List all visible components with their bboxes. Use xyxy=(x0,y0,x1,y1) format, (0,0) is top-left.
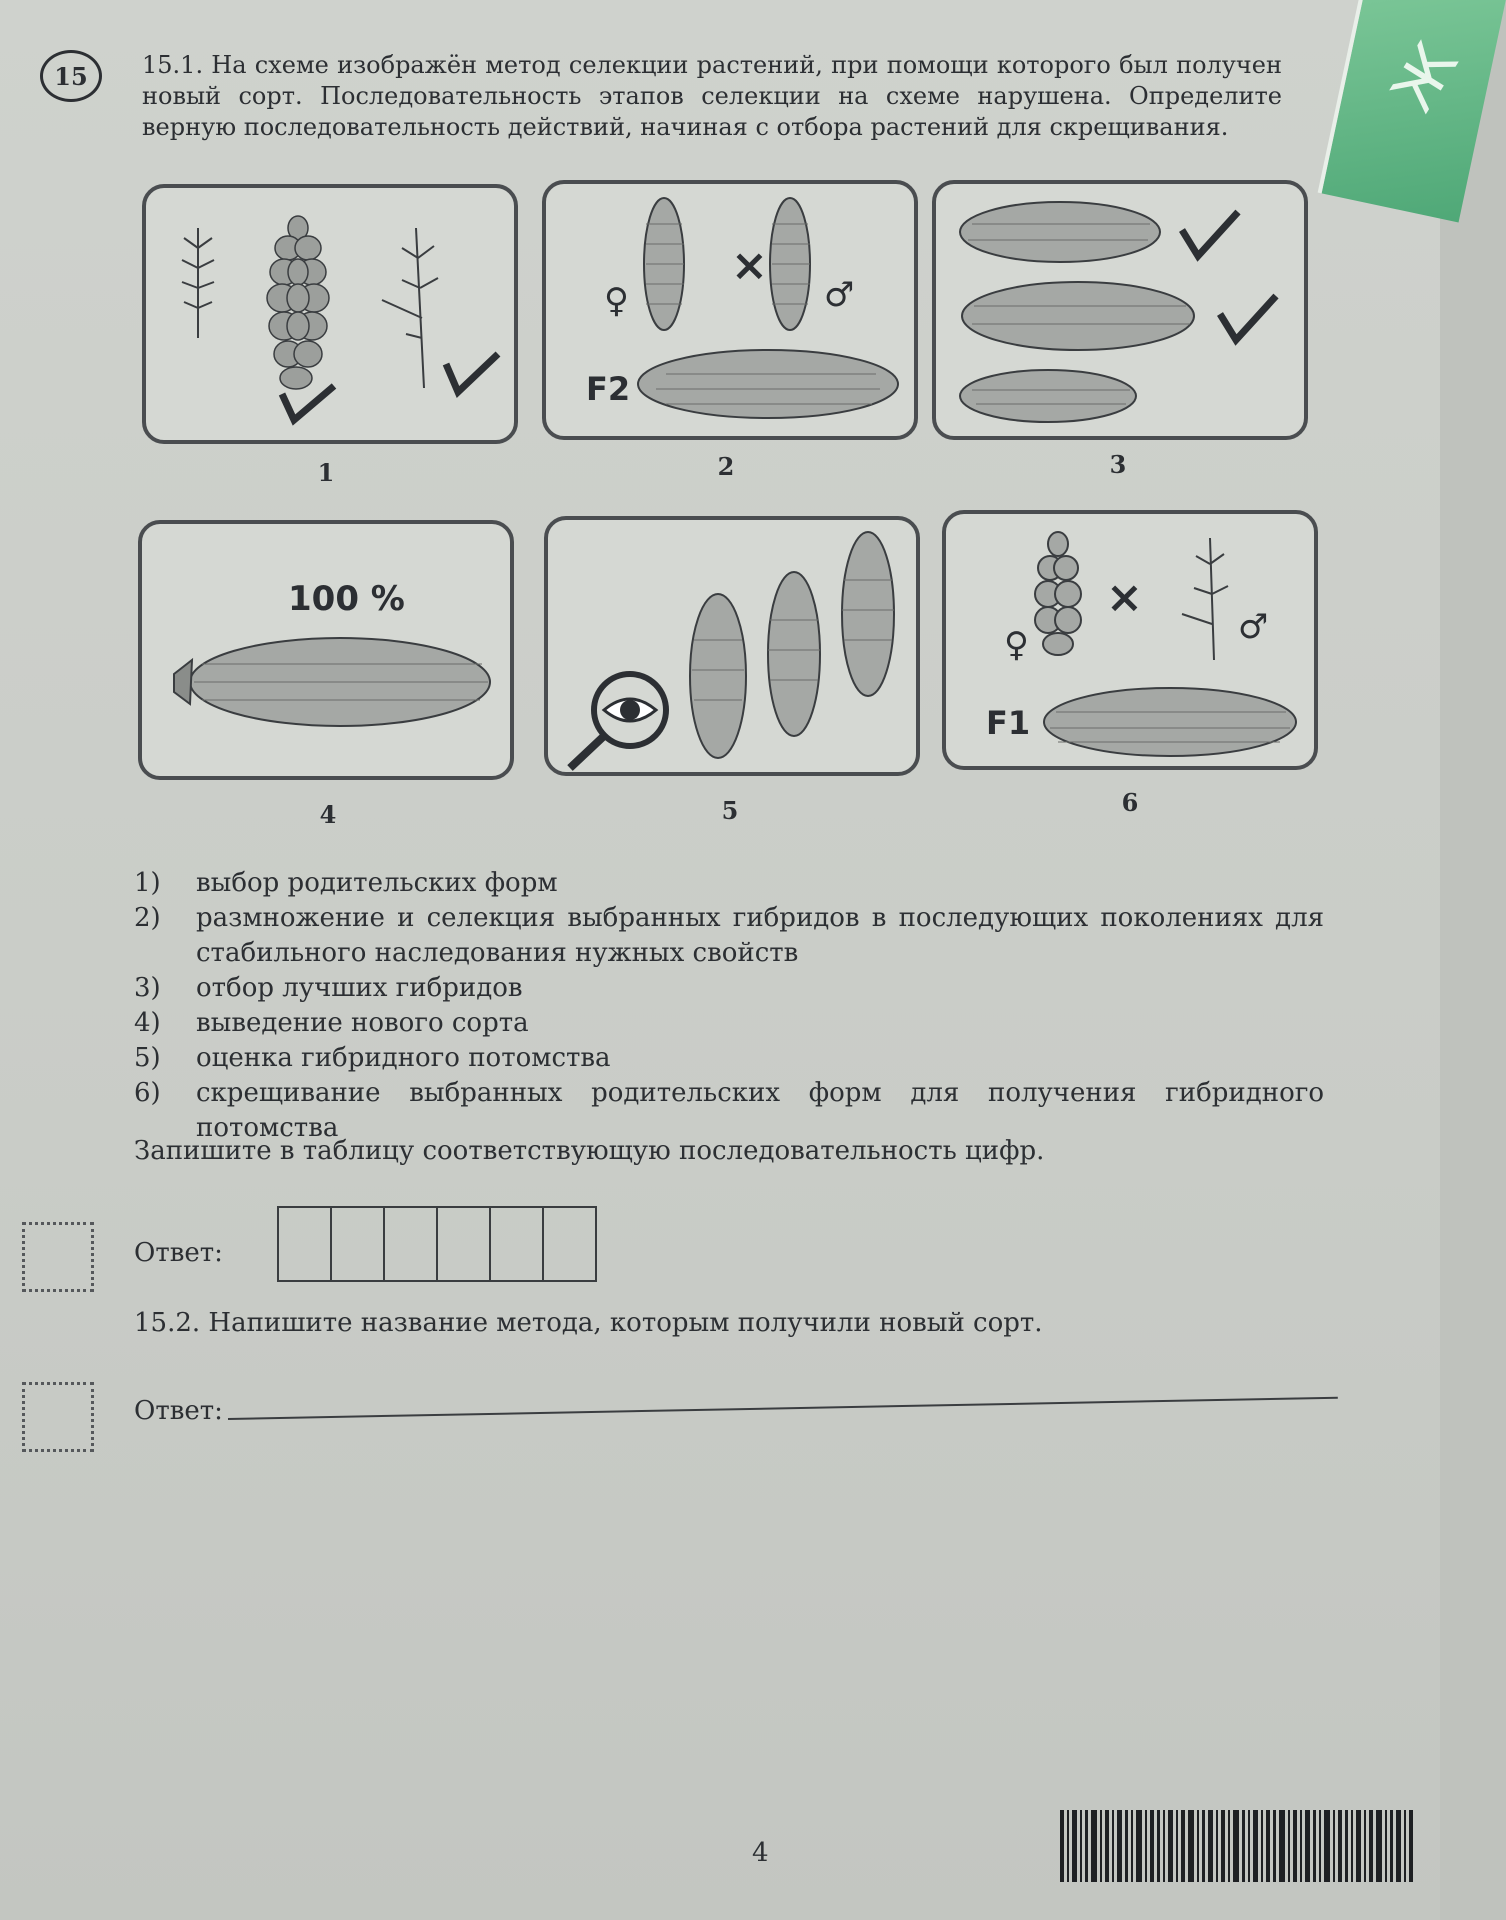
option-item: 2) размножение и селекция выбранных гибридов в последующих поколениях для стабильного наследования нужных свойств xyxy=(134,903,1324,968)
green-notebook-corner xyxy=(1318,0,1506,222)
option-item: 1) выбор родительских форм xyxy=(134,868,558,898)
answer-label-15-2: Ответ: xyxy=(134,1396,223,1426)
answer-cell[interactable] xyxy=(279,1208,332,1280)
options-list xyxy=(134,866,1324,1146)
male-symbol: ♂ xyxy=(824,275,855,315)
score-box-15-2 xyxy=(22,1382,94,1452)
question-number-badge: 15 xyxy=(40,50,102,102)
figure-6-card xyxy=(942,510,1318,770)
figure-1-card xyxy=(142,184,518,444)
question-15-2: 15.2. Напишите название метода, которым получили новый сорт. xyxy=(134,1308,1043,1338)
question-intro: 15.1. На схеме изображён метод селекции растений, при помощи которого был получен новый сорт. Последовательность этапов селекции на схеме нарушена. Определите верную последовательность действий, начиная с отбора растений для скрещивания. xyxy=(142,51,1282,141)
offspring-evaluation-illustration xyxy=(548,520,916,772)
cross-symbol: × xyxy=(731,240,768,291)
cross-symbol: × xyxy=(1106,572,1143,623)
answer-line-15-2[interactable] xyxy=(228,1397,1338,1420)
answer-cell[interactable] xyxy=(544,1208,595,1280)
check-icon xyxy=(1220,296,1276,340)
check-icon xyxy=(1182,212,1238,256)
female-symbol: ♀ xyxy=(1004,625,1029,665)
answer-cell[interactable] xyxy=(438,1208,491,1280)
option-item: 3) отбор лучших гибридов xyxy=(134,973,523,1003)
figure-2-card xyxy=(542,180,918,440)
answer-cell[interactable] xyxy=(332,1208,385,1280)
figure-4-card xyxy=(138,520,514,780)
male-symbol: ♂ xyxy=(1238,607,1269,647)
figure-5-number: 5 xyxy=(721,796,739,825)
answer-cell[interactable] xyxy=(385,1208,438,1280)
magnifier-eye-icon xyxy=(570,674,666,768)
score-box-15-1 xyxy=(22,1222,94,1292)
figure-3-card xyxy=(932,180,1308,440)
figure-2-number: 2 xyxy=(717,452,735,481)
instruction-text: Запишите в таблицу соответствующую последовательность цифр. xyxy=(134,1136,1045,1166)
option-item: 4) выведение нового сорта xyxy=(134,1008,529,1038)
option-item: 6) скрещивание выбранных родительских форм для получения гибридного потомства xyxy=(134,1078,1324,1143)
f1-label: F1 xyxy=(986,704,1031,742)
new-variety-illustration xyxy=(142,524,510,776)
female-symbol: ♀ xyxy=(604,281,629,321)
check-icon xyxy=(446,354,498,392)
parent-plants-illustration xyxy=(146,188,514,440)
figure-3-number: 3 xyxy=(1109,450,1127,479)
percent-label: 100 % xyxy=(288,579,405,619)
f1-cross-illustration xyxy=(946,514,1314,766)
page-number: 4 xyxy=(752,1838,769,1868)
figure-5-card xyxy=(544,516,920,776)
option-item: 5) оценка гибридного потомства xyxy=(134,1043,611,1073)
f2-label: F2 xyxy=(586,370,631,408)
figure-1-number: 1 xyxy=(317,458,335,487)
figure-4-number: 4 xyxy=(319,800,337,829)
figure-6-number: 6 xyxy=(1121,788,1139,817)
answer-label-15-1: Ответ: xyxy=(134,1238,223,1268)
hybrid-selection-illustration xyxy=(936,184,1304,436)
answer-grid xyxy=(277,1206,597,1282)
f2-cross-illustration xyxy=(546,184,914,436)
barcode-icon xyxy=(1060,1810,1415,1882)
answer-cell[interactable] xyxy=(491,1208,544,1280)
notebook-emblem-icon: Ж xyxy=(1378,31,1473,124)
check-icon xyxy=(282,386,334,420)
